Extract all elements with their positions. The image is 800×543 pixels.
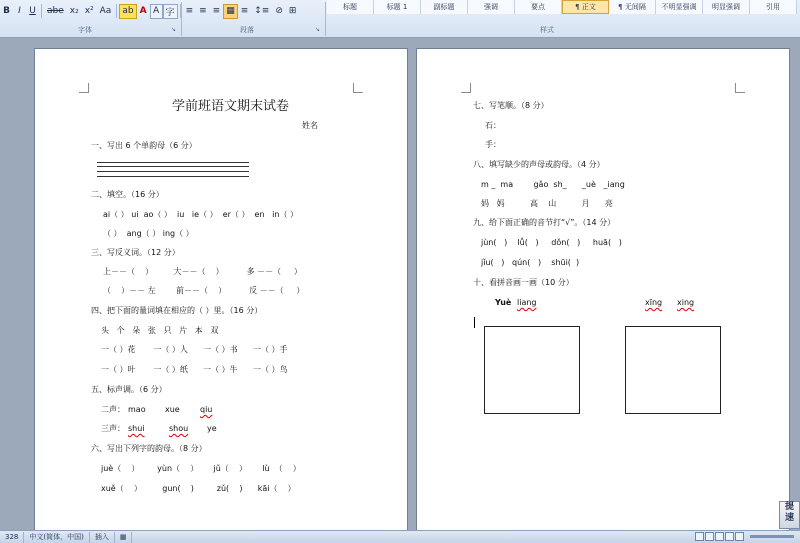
stroke-order-stone: 石： xyxy=(485,121,501,130)
question-8-hanzi: 妈 妈 高 山 月 亮 xyxy=(481,199,613,208)
bold-button[interactable]: B xyxy=(3,6,10,16)
question-9: 九、给下面正确的音节打“√”。（14 分） xyxy=(473,218,616,227)
draft-view-icon[interactable] xyxy=(735,532,744,541)
tone-word: ye xyxy=(207,424,217,433)
insert-mode-indicator[interactable]: 插入 xyxy=(90,532,115,543)
name-label: 姓名 xyxy=(302,121,318,130)
style-intense-emphasis[interactable]: 明显强调 xyxy=(703,0,750,14)
writing-line xyxy=(97,162,249,163)
character-border-button[interactable]: A xyxy=(150,4,163,19)
question-10: 十、看拼音画一画（10 分） xyxy=(473,278,574,287)
crop-mark xyxy=(735,83,745,93)
question-7: 七、写笔顺。（8 分） xyxy=(473,101,549,110)
measure-words: 头 个 朵 张 只 片 本 双 xyxy=(101,326,219,335)
tone-word: qiu xyxy=(200,405,213,414)
font-color-button[interactable]: A xyxy=(139,6,147,16)
highlight-button[interactable]: ab xyxy=(119,4,136,19)
stroke-order-hand: 手： xyxy=(485,140,501,149)
writing-line xyxy=(97,166,249,167)
question-9-row-1: jùn( ) lǚ( ) dǒn( ) huā( ) xyxy=(481,238,622,247)
tone-word: shui xyxy=(128,424,145,433)
crop-mark xyxy=(461,83,471,93)
distribute-button[interactable]: ≡ xyxy=(240,6,249,16)
question-3-row-1: 上－－（ ） 大－－（ ） 多 －－（ ） xyxy=(103,267,302,276)
style-emphasis[interactable]: 强调 xyxy=(468,0,515,14)
question-9-row-2: jǐu( ) qún( ) shūi( ) xyxy=(481,258,580,267)
language-indicator[interactable]: 中文(简体，中国) xyxy=(24,532,89,543)
question-4-row-1: 一（ ）花 一（ ）人 一（ ）书 一（ ）手 xyxy=(101,345,288,354)
group-labels xyxy=(0,25,800,37)
full-screen-view-icon[interactable] xyxy=(705,532,714,541)
change-case-button[interactable]: Aa xyxy=(99,6,112,16)
tone-row-2-label: 三声： xyxy=(101,424,125,433)
question-1: 一、写出 6 个单韵母（6 分） xyxy=(91,141,197,150)
drawing-box-star[interactable] xyxy=(625,326,721,414)
style-heading-1[interactable]: 标题 1 xyxy=(374,0,421,14)
font-group-label: 字体 xyxy=(78,26,92,34)
justify-button[interactable]: ▦ xyxy=(223,4,238,19)
question-6-row-2: xuě（ ） gun( ) zǔ( ) kāi（ ） xyxy=(101,484,296,493)
borders-button[interactable]: ⊞ xyxy=(288,6,297,16)
style-subtitle[interactable]: 副标题 xyxy=(421,0,468,14)
style-strong[interactable]: 要点 xyxy=(515,0,562,14)
question-8-pinyin: m _ ma gǎo sh_ _uè _iang xyxy=(481,180,625,189)
drawing-box-moon[interactable] xyxy=(484,326,580,414)
page-2[interactable] xyxy=(416,48,790,530)
crop-mark xyxy=(353,83,363,93)
style-quote[interactable]: 引用 xyxy=(750,0,797,14)
web-layout-view-icon[interactable] xyxy=(715,532,724,541)
crop-mark xyxy=(79,83,89,93)
enclose-character-button[interactable]: 字 xyxy=(163,4,178,19)
divider xyxy=(41,4,42,18)
style-no-spacing[interactable]: ¶ 无间隔 xyxy=(609,0,656,14)
document-workspace[interactable] xyxy=(0,38,800,530)
style-heading[interactable]: 标题 xyxy=(327,0,374,14)
status-bar xyxy=(0,530,800,543)
font-group xyxy=(0,3,299,19)
macro-record-icon[interactable]: ▦ xyxy=(115,532,133,543)
writing-line xyxy=(97,176,249,177)
question-6: 六、写出下列字的韵母。（8 分） xyxy=(91,444,207,453)
ribbon xyxy=(0,0,800,38)
line-spacing-button[interactable]: ↕≡ xyxy=(254,6,270,16)
font-dialog-launcher-icon[interactable]: ↘ xyxy=(171,26,177,33)
divider xyxy=(116,4,117,18)
subscript-button[interactable]: x₂ xyxy=(69,6,79,16)
shading-button[interactable]: ⊘ xyxy=(275,6,283,16)
question-2: 二、填空。（16 分） xyxy=(91,190,164,199)
superscript-button[interactable]: x² xyxy=(84,6,94,16)
question-5: 五、标声调。（6 分） xyxy=(91,385,167,394)
zoom-slider[interactable] xyxy=(750,535,794,538)
question-2-row-2: （ ） ang（ ） ing（ ） xyxy=(103,229,194,238)
paragraph-dialog-launcher-icon[interactable]: ↘ xyxy=(315,26,321,33)
align-left-button[interactable]: ≡ xyxy=(185,6,194,16)
word-count[interactable]: 328 xyxy=(0,532,24,543)
outline-view-icon[interactable] xyxy=(725,532,734,541)
strikethrough-button[interactable]: abe xyxy=(47,6,64,16)
paragraph-group-label: 段落 xyxy=(240,26,254,34)
page-1[interactable] xyxy=(34,48,408,530)
align-right-button[interactable]: ≡ xyxy=(212,6,221,16)
question-3: 三、写反义词。（12 分） xyxy=(91,248,180,257)
question-3-row-2: （ ）－－ 左 前－－（ ） 反 －－（ ） xyxy=(103,286,305,295)
moon-pinyin-2: liang xyxy=(517,298,537,307)
styles-gallery xyxy=(327,0,800,14)
moon-pinyin-1: Yuè xyxy=(495,298,512,307)
question-6-row-1: juè（ ） yùn（ ） jǔ（ ） lù （ ） xyxy=(101,464,301,473)
print-layout-view-icon[interactable] xyxy=(695,532,704,541)
style-subtle-emphasis[interactable]: 不明显强调 xyxy=(656,0,703,14)
view-buttons xyxy=(695,532,744,541)
tone-word: mao xyxy=(128,405,146,414)
tone-word: xue xyxy=(165,405,180,414)
writing-line xyxy=(97,171,249,172)
question-4: 四、把下面的量词填在相应的（ ）里。（16 分） xyxy=(91,306,263,315)
speedup-side-tab[interactable]: 提 速 xyxy=(779,501,800,529)
italic-button[interactable]: I xyxy=(18,6,21,16)
question-8: 八、填写缺少的声母或韵母。（4 分） xyxy=(473,160,605,169)
style-normal[interactable]: ¶ 正文 xyxy=(562,0,609,14)
page-title: 学前班语文期末试卷 xyxy=(172,99,290,114)
star-pinyin-1: xīng xyxy=(645,298,663,307)
tone-row-1-label: 二声： xyxy=(101,405,125,414)
align-center-button[interactable]: ≡ xyxy=(199,6,207,16)
question-4-row-2: 一（ ）叶 一（ ）纸 一（ ）牛 一（ ）鸟 xyxy=(101,365,288,374)
styles-group-label: 样式 xyxy=(540,26,554,34)
text-cursor xyxy=(474,317,475,328)
question-2-row-1: ai（ ） ui ao（ ） iu ie（ ） er（ ） en in（ ） xyxy=(103,210,299,219)
underline-button[interactable]: U xyxy=(29,6,36,16)
tone-word: shou xyxy=(169,424,189,433)
star-pinyin-2: xing xyxy=(677,298,695,307)
